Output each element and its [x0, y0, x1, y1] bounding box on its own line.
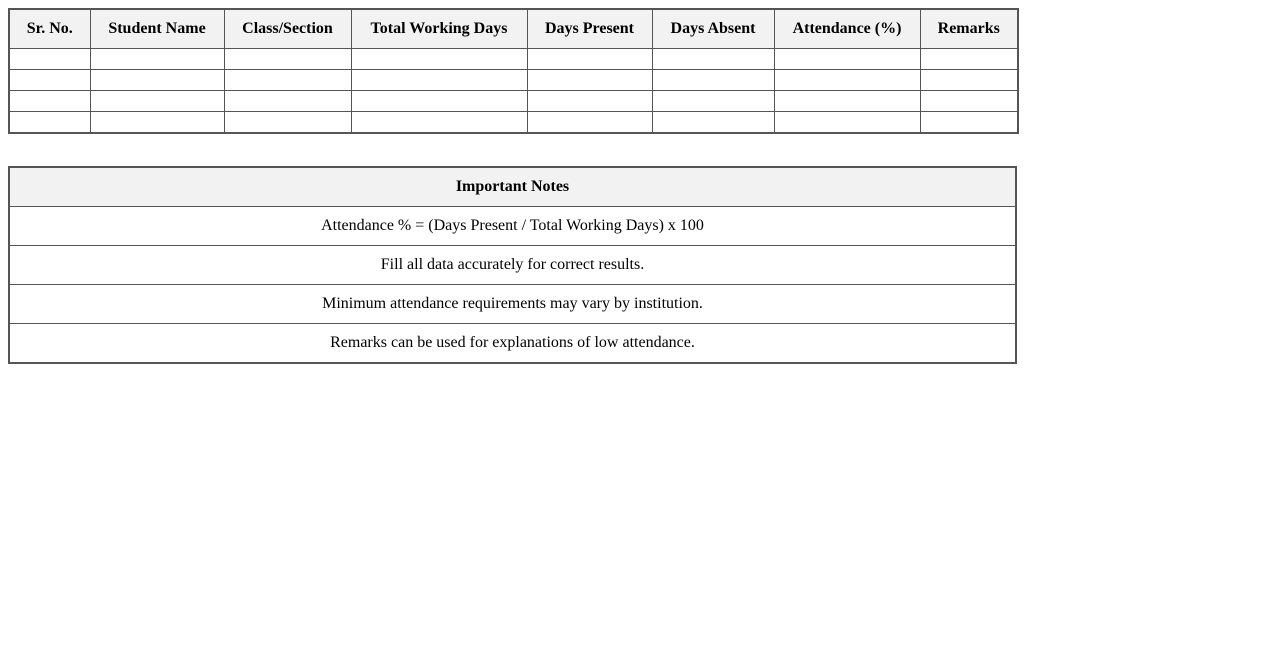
empty-cell — [9, 112, 90, 134]
empty-cell — [351, 70, 527, 91]
empty-cell — [527, 112, 652, 134]
attendance-header-row — [9, 9, 1018, 49]
attendance-table — [8, 8, 1019, 134]
col-header-class-section: Class/Section — [224, 9, 351, 49]
empty-cell — [774, 112, 920, 134]
col-header-days-present: Days Present — [527, 9, 652, 49]
empty-cell — [224, 112, 351, 134]
empty-cell — [90, 70, 224, 91]
col-header-days-absent: Days Absent — [652, 9, 774, 49]
empty-cell — [920, 49, 1018, 70]
empty-cell — [224, 91, 351, 112]
empty-cell — [90, 112, 224, 134]
note-row — [9, 324, 1016, 364]
empty-cell — [774, 91, 920, 112]
note-row — [9, 246, 1016, 285]
note-row — [9, 285, 1016, 324]
empty-cell — [920, 91, 1018, 112]
empty-cell — [920, 70, 1018, 91]
empty-cell — [351, 49, 527, 70]
empty-cell — [224, 70, 351, 91]
col-header-total-working-days: Total Working Days — [351, 9, 527, 49]
empty-cell — [652, 70, 774, 91]
notes-table — [8, 166, 1017, 364]
note-text: Remarks can be used for explanations of low attendance. — [9, 324, 1016, 364]
col-header-student-name: Student Name — [90, 9, 224, 49]
empty-cell — [920, 112, 1018, 134]
table-row — [9, 112, 1018, 134]
note-text: Attendance % = (Days Present / Total Working Days) x 100 — [9, 207, 1016, 246]
empty-cell — [9, 91, 90, 112]
empty-cell — [652, 91, 774, 112]
empty-cell — [224, 49, 351, 70]
table-row — [9, 49, 1018, 70]
empty-cell — [527, 49, 652, 70]
empty-cell — [652, 49, 774, 70]
empty-cell — [9, 70, 90, 91]
table-row — [9, 91, 1018, 112]
empty-cell — [527, 91, 652, 112]
table-row — [9, 70, 1018, 91]
empty-cell — [527, 70, 652, 91]
empty-cell — [774, 70, 920, 91]
empty-cell — [351, 112, 527, 134]
empty-cell — [774, 49, 920, 70]
note-row — [9, 207, 1016, 246]
col-header-attendance-percent: Attendance (%) — [774, 9, 920, 49]
empty-cell — [90, 49, 224, 70]
col-header-sr-no: Sr. No. — [9, 9, 90, 49]
col-header-remarks: Remarks — [920, 9, 1018, 49]
empty-cell — [652, 112, 774, 134]
empty-cell — [9, 49, 90, 70]
empty-cell — [90, 91, 224, 112]
notes-header-row — [9, 167, 1016, 207]
note-text: Minimum attendance requirements may vary by institution. — [9, 285, 1016, 324]
note-text: Fill all data accurately for correct results. — [9, 246, 1016, 285]
notes-title: Important Notes — [9, 167, 1016, 207]
empty-cell — [351, 91, 527, 112]
